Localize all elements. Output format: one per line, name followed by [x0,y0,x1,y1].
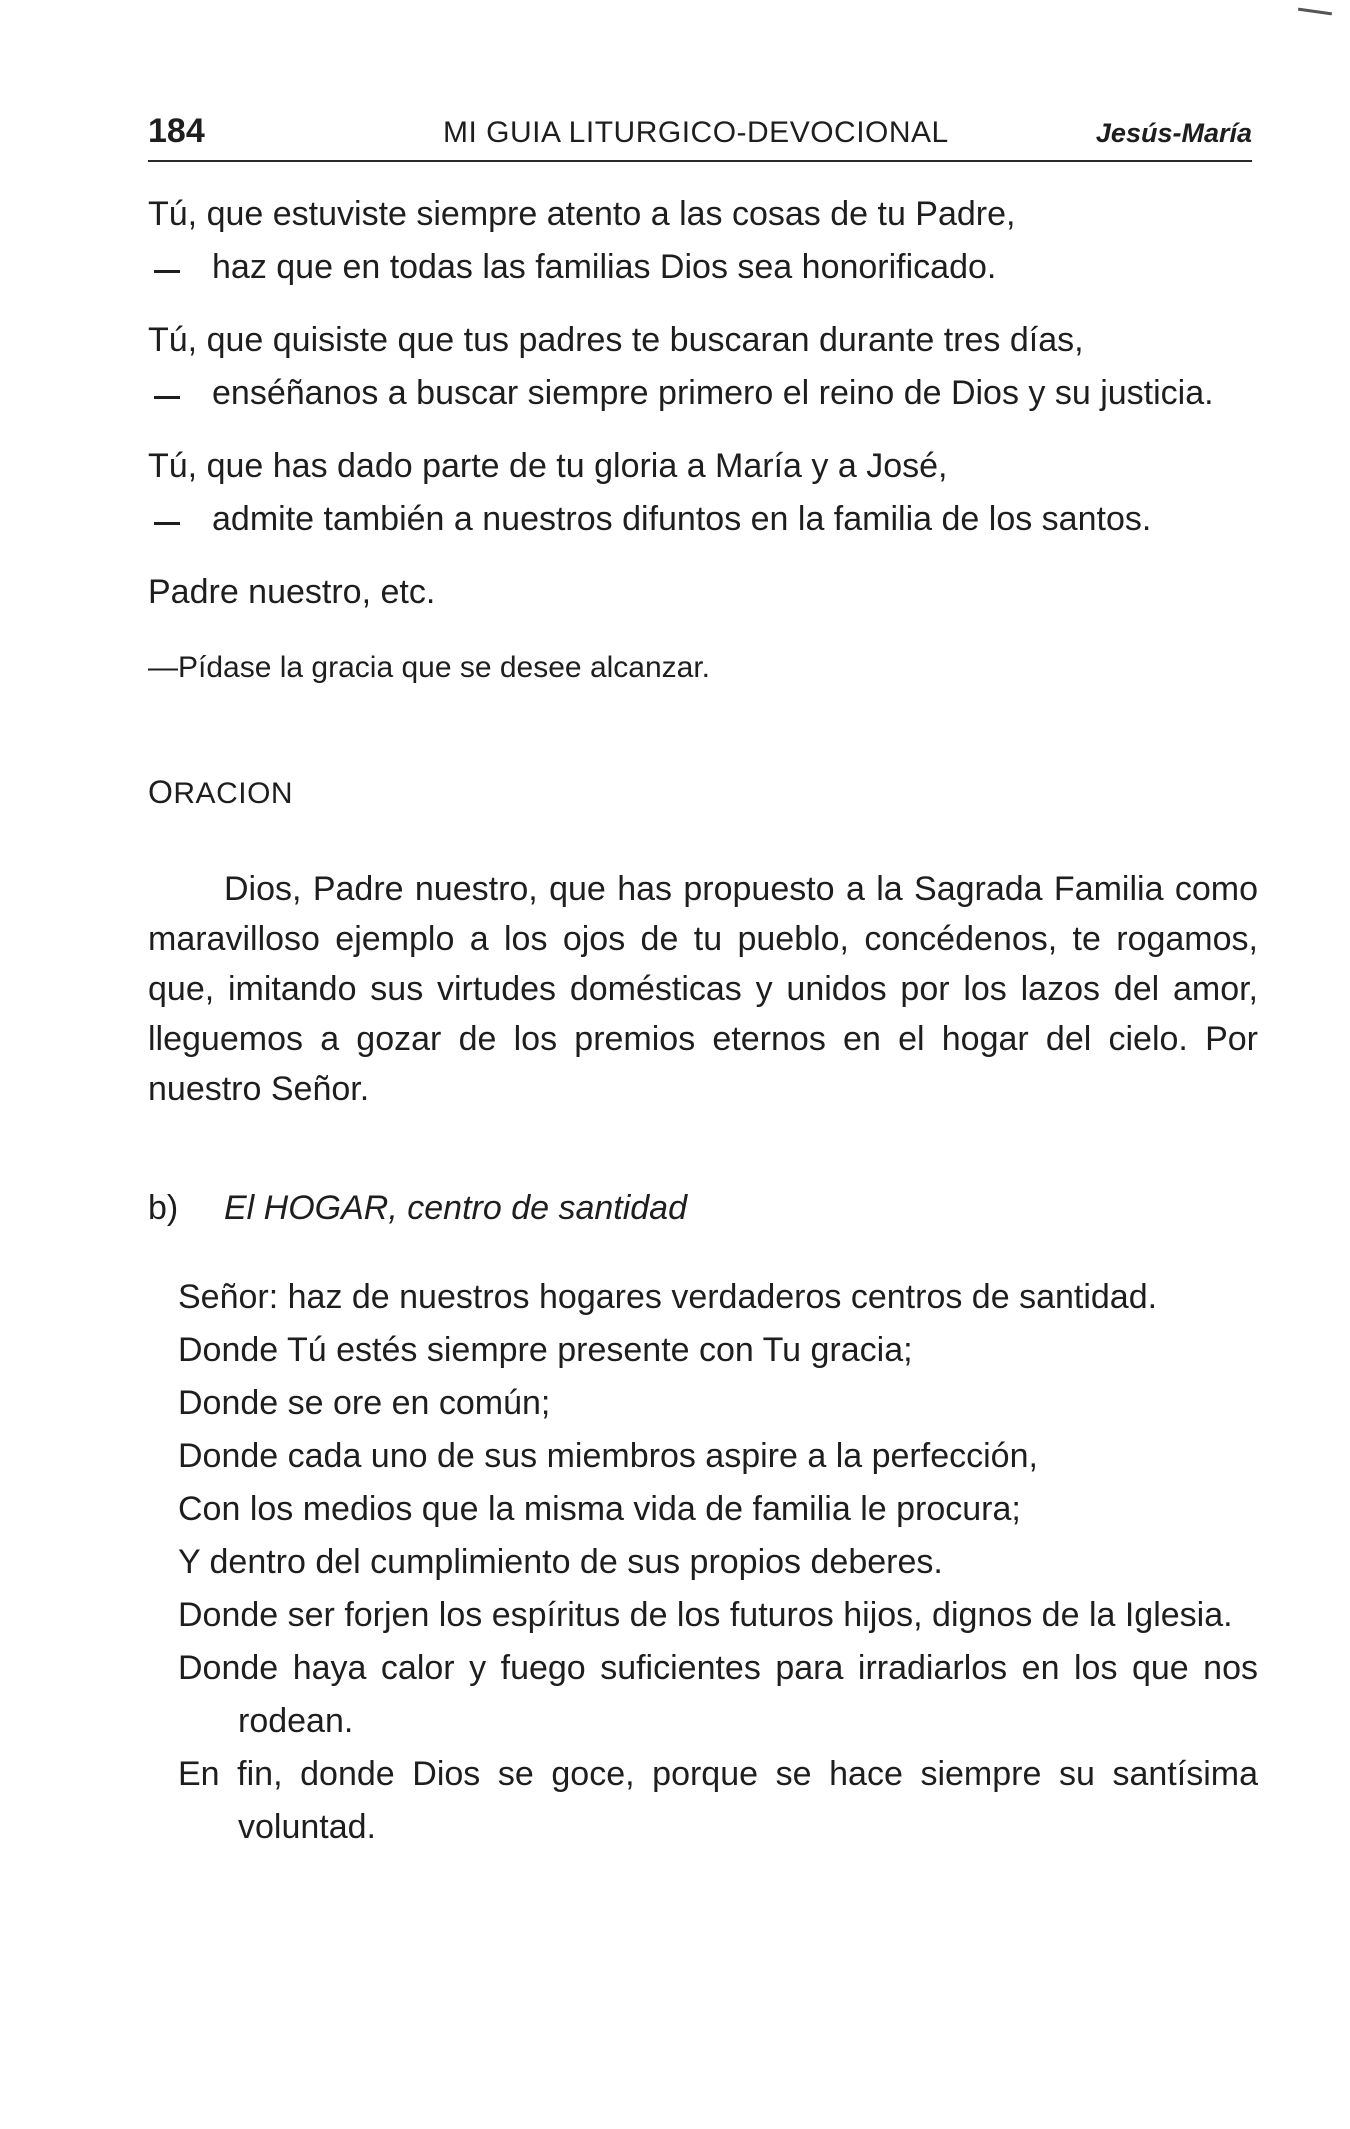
section-name: Jesús-María [1095,118,1252,148]
section-b-title: El HOGAR, centro de santidad [224,1189,688,1227]
running-title: MI GUIA LITURGICO-DEVOCIONAL [443,116,949,149]
preces-response-text: admite también a nuestros difuntos en la familia de los santos. [212,500,1152,538]
preces-stanza [148,440,1258,546]
preces-verse: Tú, que has dado parte de tu gloria a María y a José, [148,447,948,485]
corner-scan-mark [1298,8,1332,16]
litany-line: Donde Tú estés siempre presente con Tu gracia; [178,1331,913,1369]
oracion-heading-initial: O [148,774,174,810]
preces-response [148,367,1258,420]
section-b-litany [178,1271,1258,1854]
rubric-note: —Pídase la gracia que se desee alcanzar. [148,651,711,684]
litany-line: Donde haya calor y fuego suficientes para irradiarlos en los que nos rodean. [178,1649,1258,1740]
litany-line: Donde ser forjen los espíritus de los futuros hijos, dignos de la Iglesia. [178,1596,1233,1634]
preces-stanza [148,188,1258,294]
preces-verse: Tú, que quisiste que tus padres te buscaran durante tres días, [148,321,1084,359]
section-b-label: b) [148,1189,179,1227]
preces-stanza [148,314,1258,420]
preces-response-text: enséñanos a buscar siempre primero el reino de Dios y su justicia. [212,374,1214,412]
oracion-heading [148,766,1258,820]
padre-nuestro-line: Padre nuestro, etc. [148,573,436,611]
running-header [148,108,1252,162]
page-number: 184 [148,112,205,150]
litany-line: Donde cada uno de sus miembros aspire a la perfección, [178,1437,1038,1475]
preces-response [148,241,1258,294]
oracion-heading-rest: RACION [173,777,294,810]
litany-line: En fin, donde Dios se goce, porque se hace siempre su santísima voluntad. [178,1755,1258,1846]
section-b-heading [148,1182,1258,1235]
oracion-text: Dios, Padre nuestro, que has propuesto a la Sagrada Familia como maravilloso ejemplo a los ojos de tu pueblo, concédenos, te rogamos, que, imitando sus virtudes domésticas y unidos por los lazos del amor, lleguemos a gozar de los premios eternos en el hogar del cielo. Por nuestro Señor. [148,870,1258,1108]
page-body [148,188,1258,1854]
litany-line: Y dentro del cumplimiento de sus propios deberes. [178,1543,943,1581]
litany-line: Señor: haz de nuestros hogares verdaderos centros de santidad. [178,1278,1158,1316]
preces-verse: Tú, que estuviste siempre atento a las cosas de tu Padre, [148,195,1016,233]
litany-line: Con los medios que la misma vida de familia le procura; [178,1490,1021,1528]
preces-response-text: haz que en todas las familias Dios sea honorificado. [212,248,997,286]
litany-line: Donde se ore en común; [178,1384,551,1422]
preces-response [148,493,1258,546]
